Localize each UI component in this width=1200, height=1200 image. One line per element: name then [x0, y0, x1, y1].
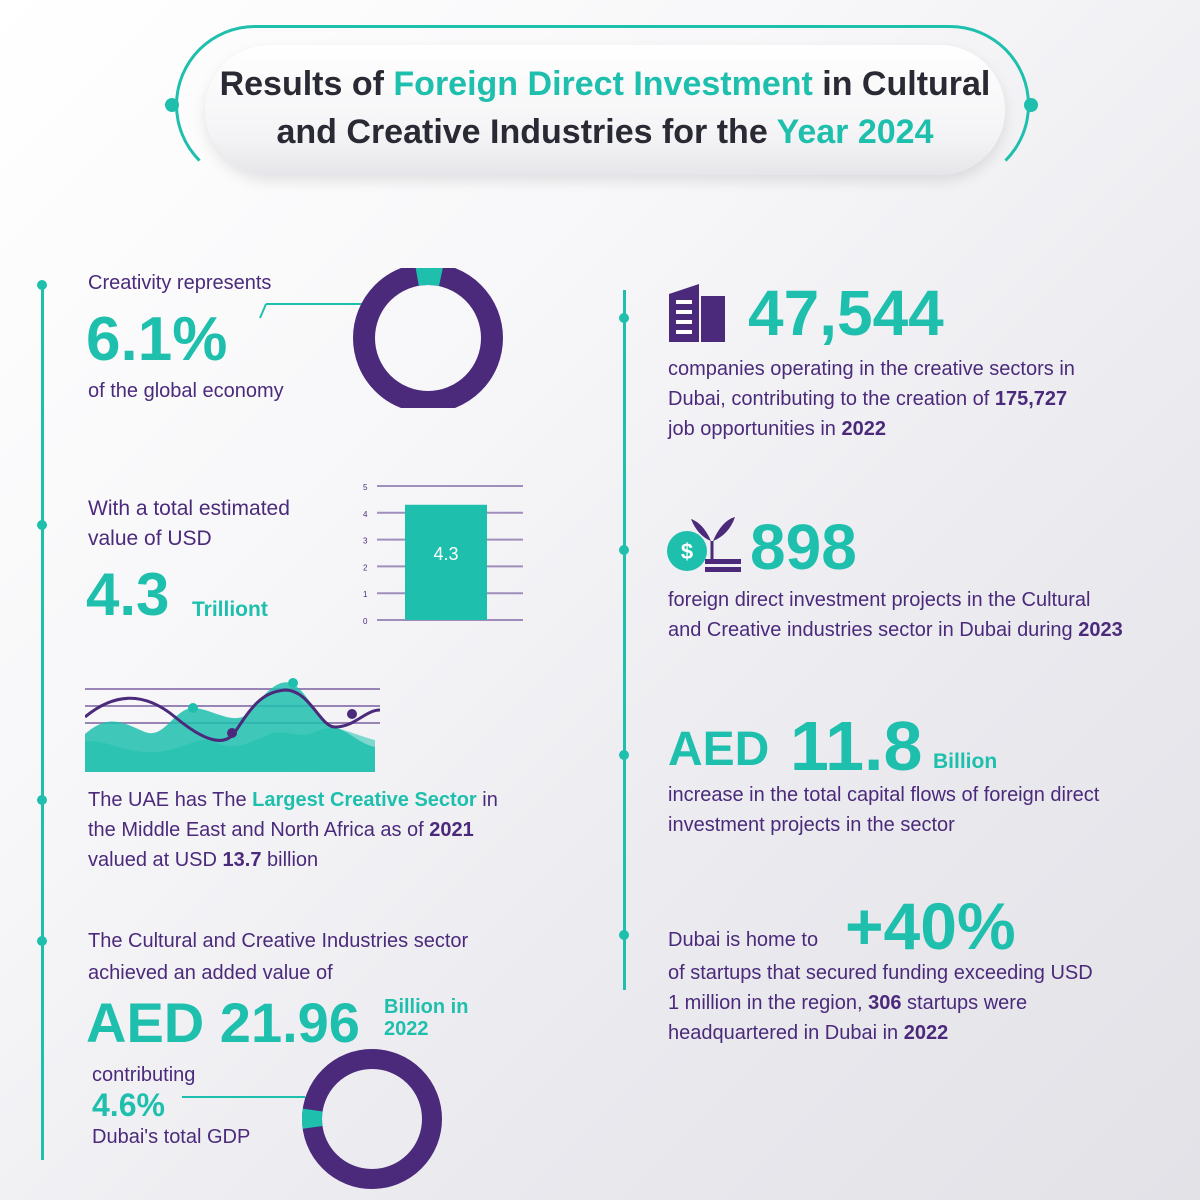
creativity-value: 6.1%	[86, 305, 228, 374]
capital-currency: AED	[668, 723, 770, 776]
contrib-label: contributing	[92, 1064, 196, 1086]
bar-axis-tick: 3	[363, 536, 368, 546]
timeline-dot	[619, 750, 629, 760]
timeline-dot	[37, 936, 47, 946]
uae-text: The UAE has The Largest Creative Sector in the Middle East and North Africa as of 2021 valued at USD 13.7 billion	[88, 789, 498, 871]
header-right-dot	[1024, 98, 1038, 112]
value-line1: With a total estimated	[88, 497, 290, 520]
timeline-dot	[619, 313, 629, 323]
building-icon	[665, 284, 727, 342]
timeline-dot	[619, 930, 629, 940]
timeline-dot	[37, 520, 47, 530]
creativity-suffix: of the global economy	[88, 380, 284, 402]
usd-bar-chart	[355, 474, 530, 634]
fdi-text: foreign direct investment projects in the Cultural and Creative industries sector in Dubai during 2023	[668, 589, 1123, 641]
value-number: 4.3	[86, 561, 170, 628]
companies-text: companies operating in the creative sectors in Dubai, contributing to the creation of 175,727 job opportunities in 2022	[668, 358, 1075, 440]
capital-unit: Billion	[933, 750, 998, 773]
bar-axis-tick: 0	[363, 617, 368, 626]
startups-label: Dubai is home to	[668, 929, 819, 951]
value-unit: Trilliont	[192, 598, 268, 621]
bar-axis-tick: 5	[363, 483, 368, 492]
value-line2: value of USD	[88, 527, 212, 550]
usd-bar-label: 4.3	[433, 543, 459, 564]
startups-value: +40%	[845, 889, 1016, 963]
added-value-amount: AED 21.96	[86, 991, 360, 1054]
coin-plant-icon	[665, 505, 741, 575]
global-economy-donut	[250, 268, 520, 408]
timeline-dot	[37, 795, 47, 805]
creativity-label: Creativity represents	[88, 272, 272, 294]
left-timeline	[41, 285, 44, 1160]
timeline-dot	[37, 280, 47, 290]
timeline-dot	[619, 545, 629, 555]
added-value-line1: The Cultural and Creative Industries sector	[88, 930, 469, 952]
page-title: Results of Foreign Direct Investment in Cultural and Creative Industries for the Year 2024	[219, 65, 991, 151]
donut-ring	[312, 1059, 432, 1179]
startups-text: of startups that secured funding exceeding USD 1 million in the region, 306 startups were headquartered in Dubai in 2022	[668, 962, 1093, 1044]
contrib-suffix: Dubai's total GDP	[92, 1126, 251, 1148]
contrib-value: 4.6%	[92, 1087, 165, 1123]
capital-text: increase in the total capital flows of foreign direct investment projects in the sector	[668, 784, 1100, 836]
added-value-line2: achieved an added value of	[88, 962, 333, 984]
bar-axis-tick: 2	[363, 563, 368, 573]
capital-value: 11.8	[790, 707, 923, 785]
fdi-value: 898	[750, 511, 857, 583]
donut-ring	[364, 274, 492, 402]
bar-axis-tick: 4	[363, 509, 368, 519]
added-value-unit: Billion in 2022	[384, 996, 469, 1040]
companies-value: 47,544	[748, 277, 944, 349]
gdp-donut	[180, 1045, 460, 1195]
bar-axis-tick: 1	[363, 590, 368, 600]
svg-text:$: $	[680, 539, 694, 564]
header-left-dot	[165, 98, 179, 112]
wave-chart-icon	[85, 672, 385, 772]
right-timeline	[623, 290, 626, 990]
